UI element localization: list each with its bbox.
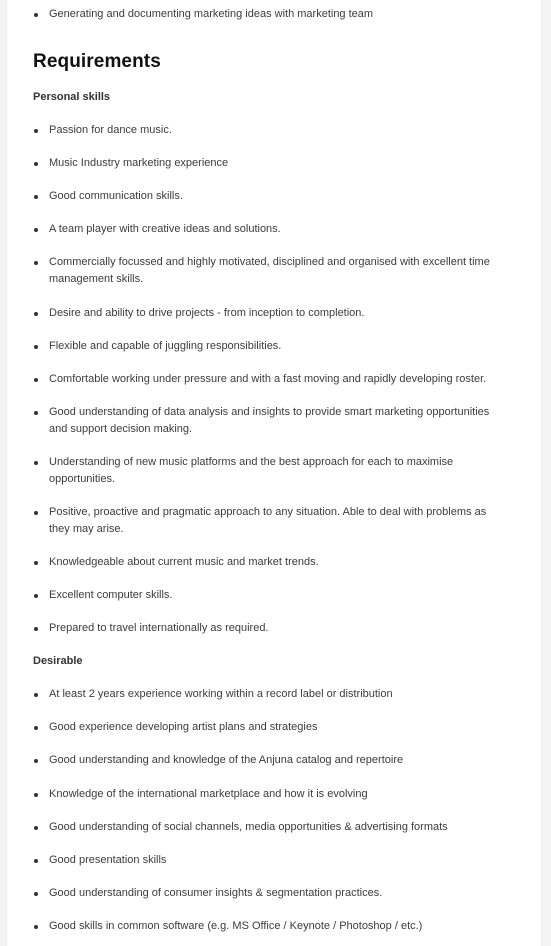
list-item: Desire and ability to drive projects - from inception to completion. xyxy=(33,305,503,322)
bullet-icon xyxy=(34,561,38,565)
bullet-icon xyxy=(34,594,38,598)
list-item: Good skills in common software (e.g. MS Office / Keynote / Photoshop / etc.) xyxy=(33,918,503,935)
bullet-icon xyxy=(34,195,38,199)
job-description-card xyxy=(6,0,542,946)
list-item: Understanding of new music platforms and the best approach for each to maximise opportunities. xyxy=(33,454,503,488)
list-item: Commercially focussed and highly motivated, disciplined and organised with excellent time management skills. xyxy=(33,254,503,288)
list-item: Good presentation skills xyxy=(33,852,503,869)
list-item: Excellent computer skills. xyxy=(33,587,503,604)
list-item: Prepared to travel internationally as required. xyxy=(33,620,503,637)
list-item: Good experience developing artist plans and strategies xyxy=(33,719,503,736)
list-item: A team player with creative ideas and solutions. xyxy=(33,221,503,238)
list-item: Good communication skills. xyxy=(33,188,503,205)
bullet-icon xyxy=(34,261,38,265)
bullet-icon xyxy=(34,759,38,763)
list-item: Music Industry marketing experience xyxy=(33,155,503,172)
bullet-icon xyxy=(34,726,38,730)
list-item: At least 2 years experience working within a record label or distribution xyxy=(33,686,503,703)
bullet-icon xyxy=(34,892,38,896)
list-item: Flexible and capable of juggling responsibilities. xyxy=(33,338,503,355)
list-item: Generating and documenting marketing ideas with marketing team xyxy=(33,6,503,23)
personal-skills-subheading: Personal skills xyxy=(33,91,111,103)
bullet-icon xyxy=(34,693,38,697)
bullet-icon xyxy=(34,378,38,382)
list-item: Knowledgeable about current music and market trends. xyxy=(33,554,503,571)
bullet-icon xyxy=(34,511,38,515)
list-item: Good understanding of consumer insights & segmentation practices. xyxy=(33,885,503,902)
bullet-icon xyxy=(34,228,38,232)
list-item: Good understanding and knowledge of the Anjuna catalog and repertoire xyxy=(33,752,503,769)
bullet-icon xyxy=(34,13,38,17)
bullet-icon xyxy=(34,411,38,415)
list-item: Comfortable working under pressure and with a fast moving and rapidly developing roster. xyxy=(33,371,503,388)
bullet-icon xyxy=(34,312,38,316)
bullet-icon xyxy=(34,627,38,631)
bullet-icon xyxy=(34,859,38,863)
list-item: Knowledge of the international marketplace and how it is evolving xyxy=(33,786,503,803)
bullet-icon xyxy=(34,925,38,929)
bullet-icon xyxy=(34,162,38,166)
list-item: Good understanding of social channels, media opportunities & advertising formats xyxy=(33,819,503,836)
bullet-icon xyxy=(34,345,38,349)
list-item: Passion for dance music. xyxy=(33,122,503,139)
list-item: Good understanding of data analysis and insights to provide smart marketing opportunities and support decision making. xyxy=(33,404,503,438)
bullet-icon xyxy=(34,793,38,797)
bullet-icon xyxy=(34,461,38,465)
bullet-icon xyxy=(34,129,38,133)
desirable-subheading: Desirable xyxy=(33,655,83,667)
list-item: Positive, proactive and pragmatic approach to any situation. Able to deal with problems as they may arise. xyxy=(33,504,503,538)
requirements-heading: Requirements xyxy=(33,51,161,72)
bullet-icon xyxy=(34,826,38,830)
